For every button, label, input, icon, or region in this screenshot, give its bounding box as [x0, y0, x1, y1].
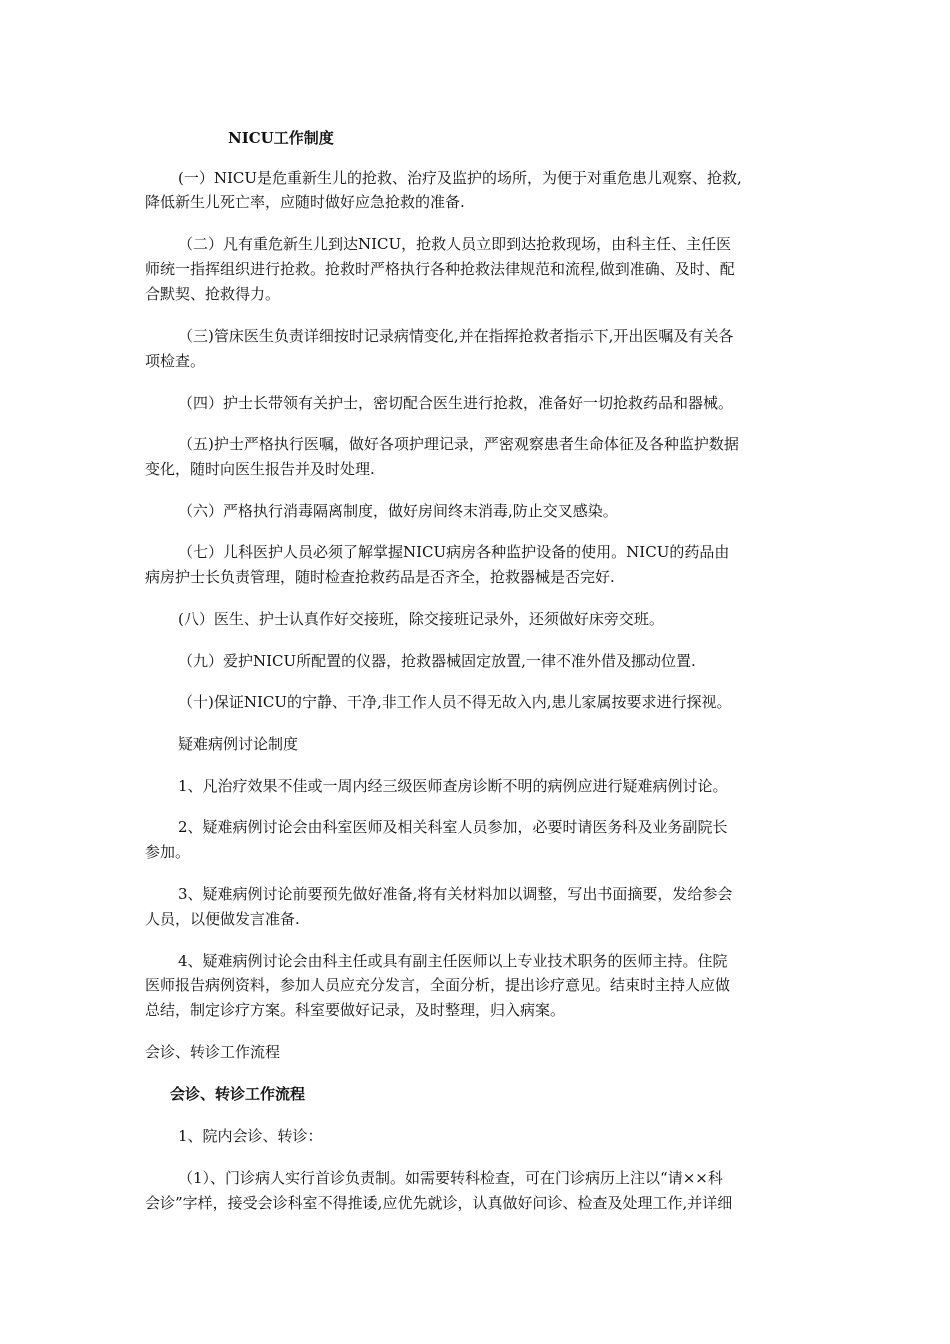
paragraph-line: 病房护士长负责管理，随时检查抢救药品是否齐全，抢救器械是否完好. — [145, 568, 615, 586]
paragraph-line: 降低新生儿死亡率，应随时做好应急抢救的准备. — [145, 193, 465, 211]
section-heading: 会诊、转诊工作流程 — [145, 1043, 281, 1061]
paragraph-line: (八）医生、护士认真作好交接班，除交接班记录外，还须做好床旁交班。 — [178, 610, 664, 628]
paragraph-line: 项检查。 — [145, 352, 206, 370]
paragraph-line: 变化，随时向医生报告并及时处理. — [145, 460, 375, 478]
paragraph-line: 2、疑难病例讨论会由科室医师及相关科室人员参加，必要时请医务科及业务副院长 — [178, 818, 728, 836]
paragraph-line: （七）儿科医护人员必须了解掌握NICU病房各种监护设备的使用。NICU的药品由 — [178, 543, 730, 561]
paragraph-line: （五)护士严格执行医嘱，做好各项护理记录，严密观察患者生命体征及各种监护数据 — [178, 435, 739, 453]
paragraph-line: 4、疑难病例讨论会由科主任或具有副主任医师以上专业技术职务的医师主持。住院 — [178, 952, 728, 970]
paragraph-line: （十)保证NICU的宁静、干净,非工作人员不得无故入内,患儿家属按要求进行探视。 — [178, 693, 732, 711]
section-heading: 疑难病例讨论制度 — [178, 735, 299, 753]
paragraph-line: （三)管床医生负责详细按时记录病情变化,并在指挥抢救者指示下,开出医嘱及有关各 — [178, 327, 734, 345]
paragraph-line: 合默契、抢救得力。 — [145, 285, 281, 303]
paragraph-line: 1、凡治疗效果不佳或一周内经三级医师查房诊断不明的病例应进行疑难病例讨论。 — [178, 777, 728, 795]
paragraph-line: 3、疑难病例讨论前要预先做好准备,将有关材料加以调整，写出书面摘要，发给参会 — [178, 885, 733, 903]
paragraph-line: (一）NICU是危重新生儿的抢救、治疗及监护的场所，为便于对重危患儿观察、抢救, — [178, 169, 742, 187]
paragraph-line: 总结，制定诊疗方案。科室要做好记录，及时整理，归入病案。 — [145, 1001, 566, 1019]
paragraph-line: （九）爱护NICU所配置的仪器，抢救器械固定放置,一律不准外借及挪动位置. — [178, 652, 696, 670]
paragraph-line: 人员，以便做发言准备. — [145, 910, 300, 928]
section-heading-bold: 会诊、转诊工作流程 — [170, 1085, 306, 1103]
paragraph-line: 会诊”字样，接受会诊科室不得推诿,应优先就诊，认真做好问诊、检查及处理工作,并详细 — [145, 1194, 733, 1212]
paragraph-line: 1、院内会诊、转诊： — [178, 1127, 323, 1145]
paragraph-line: 师统一指挥组织进行抢救。抢救时严格执行各种抢救法律规范和流程,做到准确、及时、配 — [145, 260, 735, 278]
document-title: NICU工作制度 — [228, 129, 334, 147]
paragraph-line: （四）护士长带领有关护士，密切配合医生进行抢救，准备好一切抢救药品和器械。 — [178, 394, 734, 412]
paragraph-line: 参加。 — [145, 843, 191, 861]
paragraph-line: （二）凡有重危新生儿到达NICU，抢救人员立即到达抢救现场，由科主任、主任医 — [178, 235, 732, 253]
paragraph-line: 医师报告病例资料，参加人员应充分发言，全面分析，提出诊疗意见。结束时主持人应做 — [145, 976, 731, 994]
paragraph-line: （1）、门诊病人实行首诊负责制。如需要转科检查，可在门诊病历上注以“请××科 — [178, 1169, 723, 1187]
paragraph-line: （六）严格执行消毒隔离制度，做好房间终末消毒,防止交叉感染。 — [178, 502, 618, 520]
